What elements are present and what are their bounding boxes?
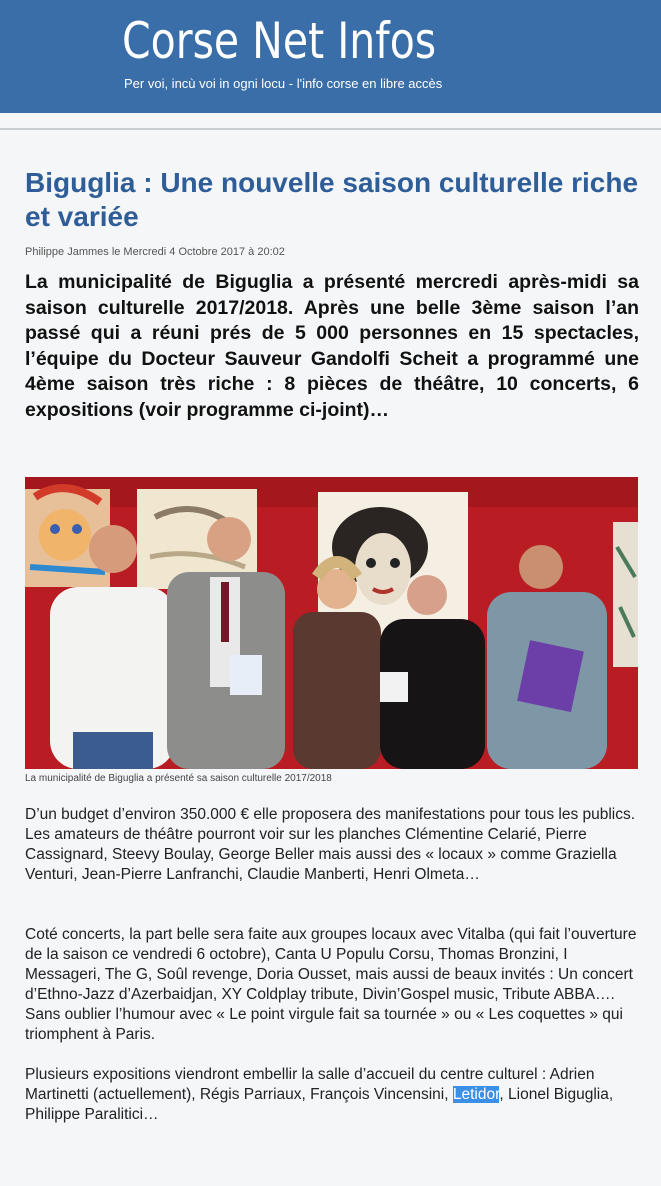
photo-caption: La municipalité de Biguglia a présenté sa saison culturelle 2017/2018 [25,773,332,784]
paragraph-expositions: Plusieurs expositions viendront embellir la salle d’accueil du centre culturel : Adrien Martinetti (actuellement), Régis Parriaux, François Vincensini, Letidor, Lionel Biguglia, Philippe Paralitici… [25,1066,614,1123]
painting-right [613,522,638,667]
paragraph-theatre: Les amateurs de théâtre pourront voir sur les planches Clémentine Celarié, Pierre Cassignard, Steevy Boulay, George Beller mais aussi des « locaux » comme Graziella Venturi, Jean-Pierre Lanfranchi, Claudie Manberti, Henri Olmeta… [25,826,617,883]
article-byline: Philippe Jammes le Mercredi 4 Octobre 2017 à 20:02 [25,246,285,258]
article-lead: La municipalité de Biguglia a présenté mercredi après-midi sa saison culturelle 2017/2018. Après une belle 3ème saison l’an passé qui a réuni prés de 5 000 personnes en 15 spectacles, l’équipe du Docteur Sauveur Gandolfi Scheit a programmé une 4ème saison très riche : 8 pièces de théâtre, 10 concerts, 6 expositions (voir programme ci-joint)… [25,271,639,421]
article-body [25,805,639,1125]
paragraph-concerts: Coté concerts, la part belle sera faite aux groupes locaux avec Vitalba (qui fait l’ouverture de la saison ce vendredi 6 octobre), Canta U Populu Corsu, Thomas Bronzini, I Messageri, The G, Soûl revenge, Doria Ousset, mais aussi de beaux invités : Un concert d’Ethno-Jazz d’Azerbaidjan, XY Coldplay tribute, Divin’Gospel music, Tribute ABBA…. Sans oublier l’humour avec « Le point virgule fait sa tournée » ou « Les coquettes » qui triomphent à Paris. [25,926,637,1043]
paragraph-budget: D’un budget d’environ 350.000 € elle proposera des manifestations pour tous les publics. [25,806,636,823]
article-title: Biguglia : Une nouvelle saison culturelle riche et variée [25,167,639,232]
selected-text-highlight[interactable]: Letidor [452,1086,500,1103]
site-header [0,0,661,113]
article-photo[interactable] [25,477,638,769]
site-logo-title[interactable]: Corse Net Infos [122,12,437,70]
site-tagline: Per voi, incù voi in ogni locu - l'info corse en libre accès [124,76,443,91]
article-header [25,130,639,423]
